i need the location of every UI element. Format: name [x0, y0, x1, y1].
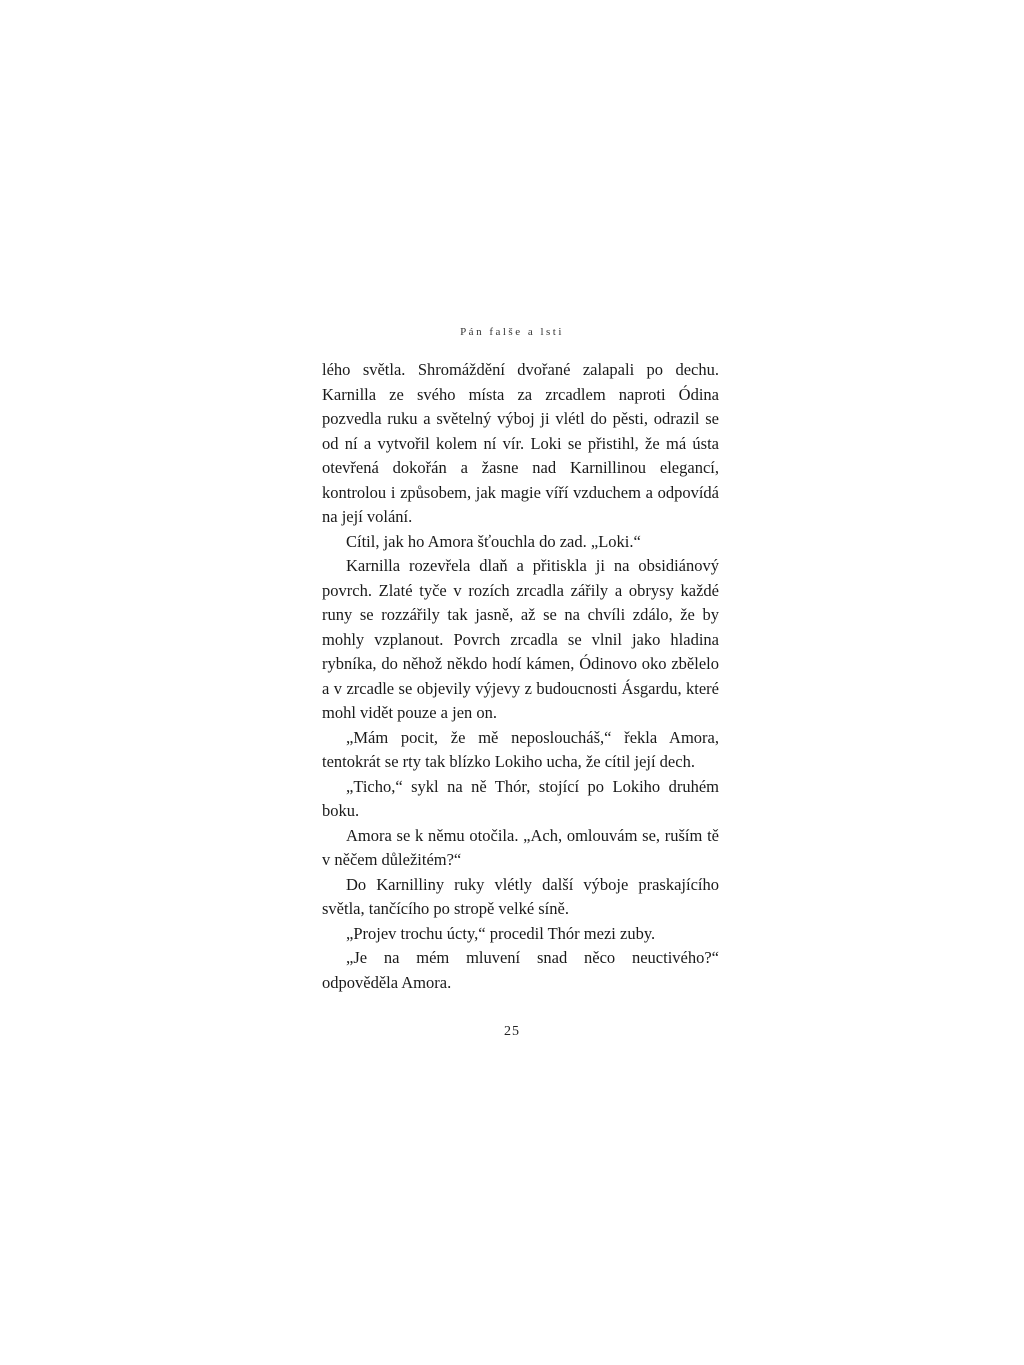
paragraph: „Je na mém mluvení snad něco neuctivého?“ odpověděla Amora. [322, 948, 719, 992]
paragraph: „Projev trochu úcty,“ procedil Thór mezi zuby. [346, 923, 656, 943]
paragraph: „Ticho,“ sykl na ně Thór, stojící po Lokiho druhém boku. [322, 776, 719, 820]
paragraph: „Mám pocit, že mě neposloucháš,“ řekla Amora, tentokrát se rty tak blízko Lokiho ucha, že cítil její dech. [322, 727, 719, 771]
running-header: Pán falše a lsti [460, 326, 564, 338]
paragraph: Cítil, jak ho Amora šťouchla do zad. „Loki.“ [346, 531, 641, 551]
body-text [322, 358, 719, 995]
paragraph: lého světla. Shromáždění dvořané zalapali po dechu. Karnilla ze svého místa za zrcadlem naproti Ódina pozvedla ruku a světelný výboj ji vlétl do pěsti, odrazil se od ní a vytvořil kolem ní vír. Loki se přistihl, že má ústa otevřená dokořán a žasne nad Karnillinou elegancí, kontrolou i způsobem, jak magie víří vzduchem a odpovídá na její volání. [322, 360, 719, 526]
paragraph: Do Karnilliny ruky vlétly další výboje praskajícího světla, tančícího po stropě velké síně. [322, 874, 719, 918]
paragraph: Karnilla rozevřela dlaň a přitiskla ji na obsidiánový povrch. Zlaté tyče v rozích zrcadla zářily a obrysy každé runy se rozzářily tak jasně, až se na chvíli zdálo, že by mohly vzplanout. Povrch zrcadla se vlnil jako hladina rybníka, do něhož někdo hodí kámen, Ódinovo oko zbělelo a v zrcadle se objevily výjevy z budoucnosti Ásgardu, které mohl vidět pouze a jen on. [322, 556, 719, 722]
page-number: 25 [504, 1024, 520, 1039]
paragraph: Amora se k němu otočila. „Ach, omlouvám se, ruším tě v něčem důležitém?“ [322, 825, 719, 869]
